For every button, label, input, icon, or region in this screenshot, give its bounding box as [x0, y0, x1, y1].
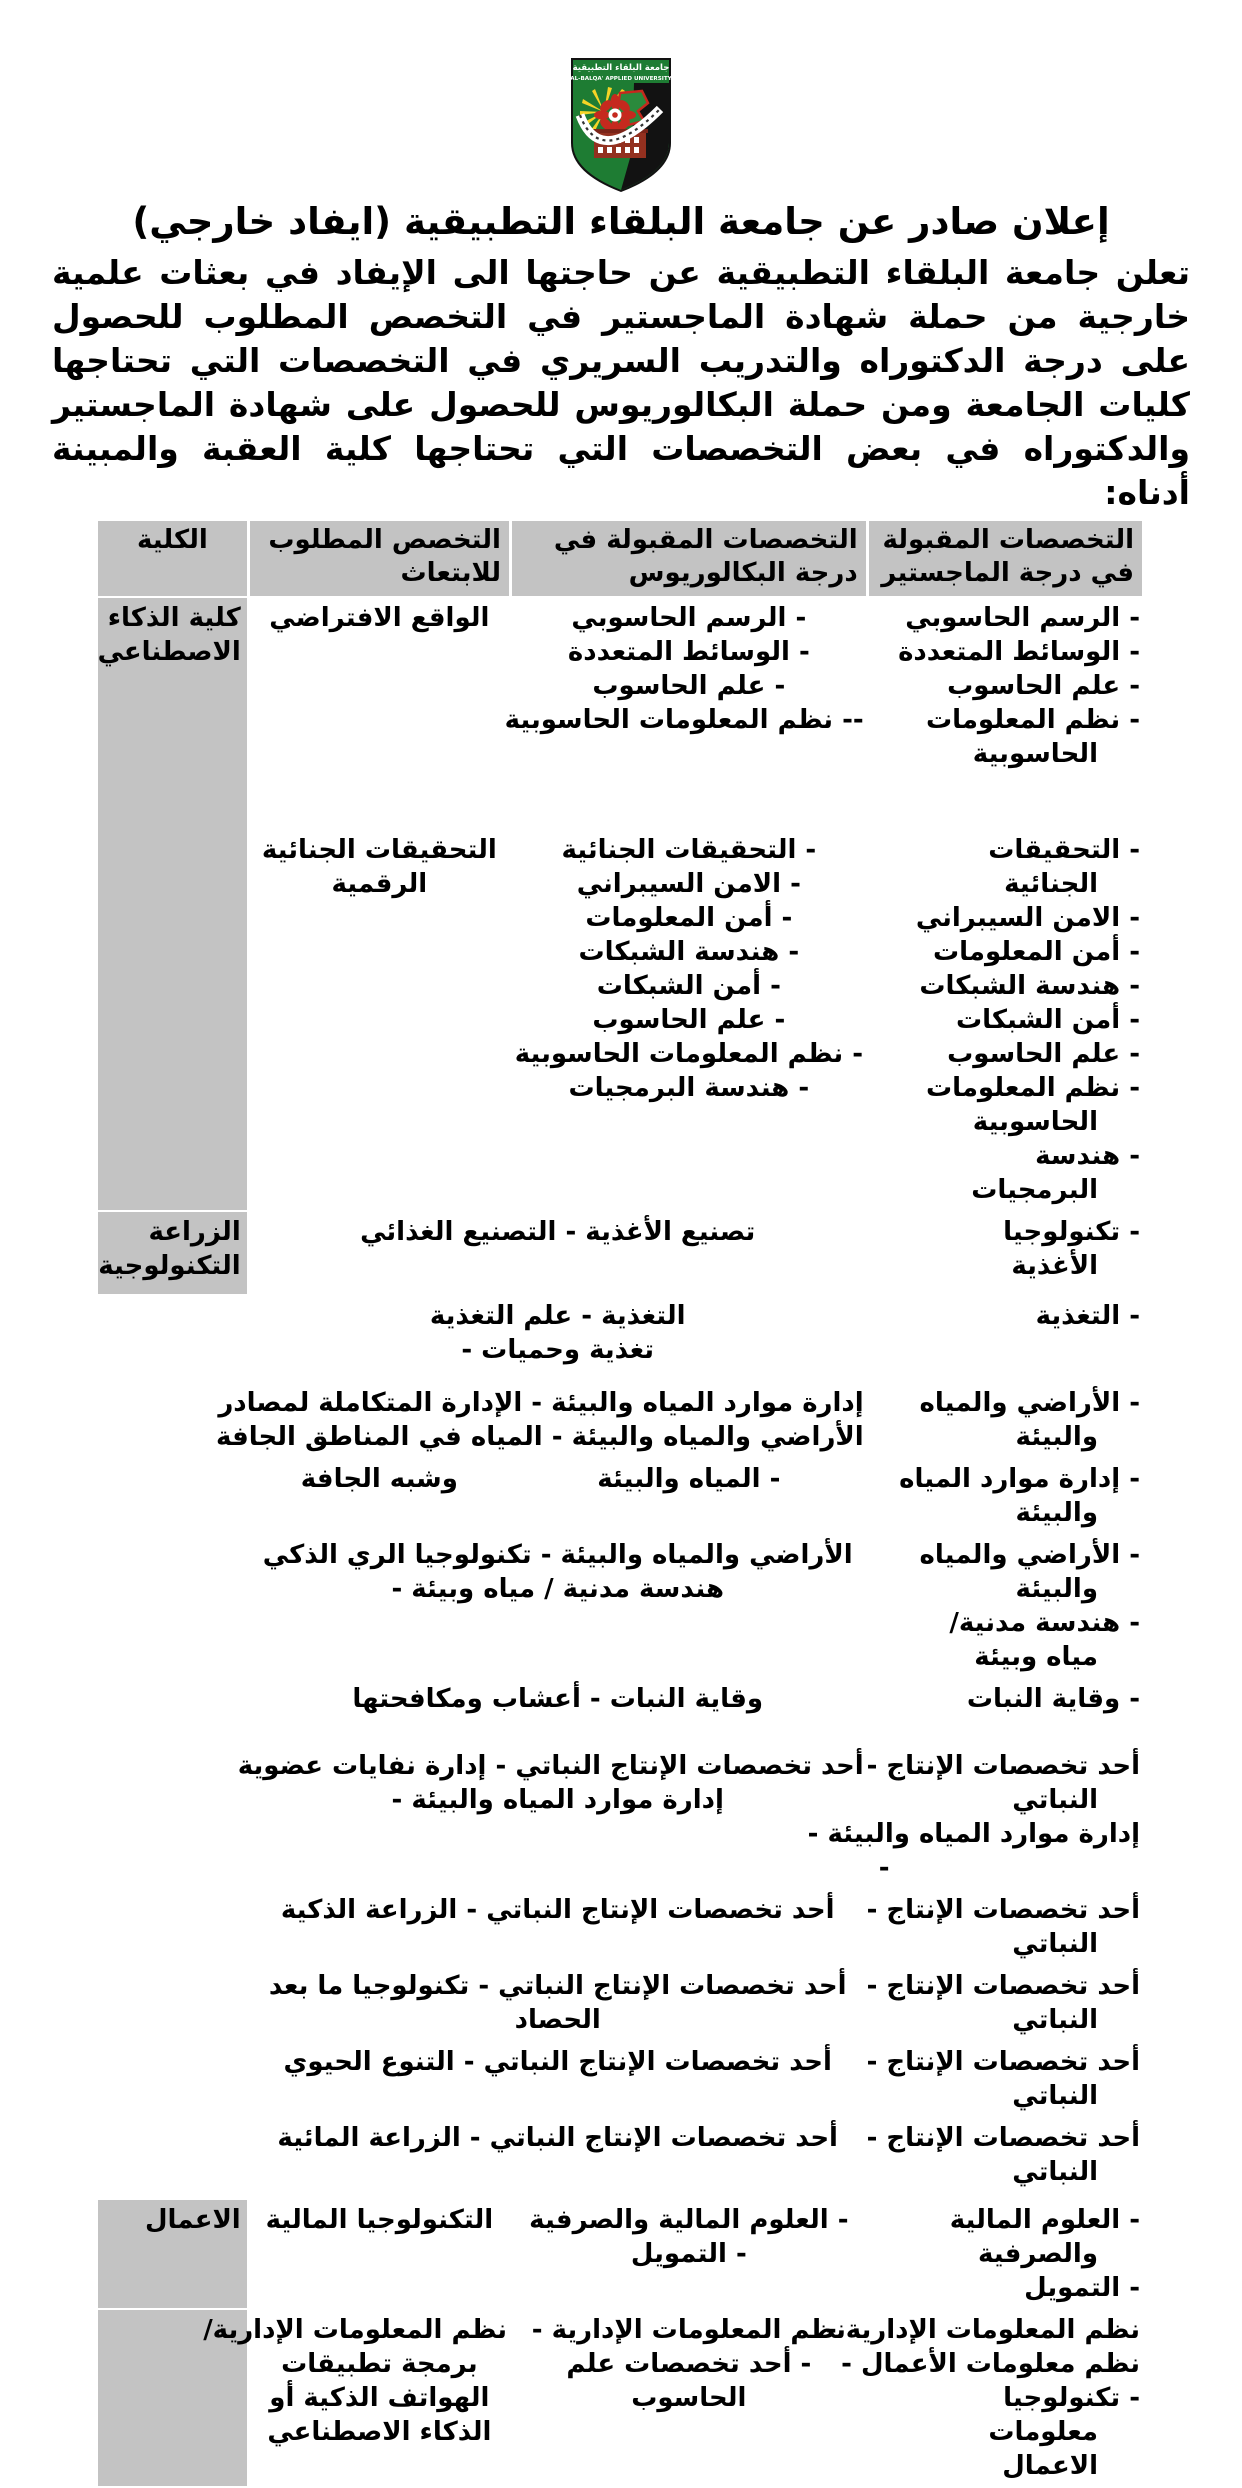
cell-bachelor-required-merged [250, 1535, 866, 1677]
cell-line: - تكنولوجيا [1003, 2383, 1140, 2413]
cell-line: الرقمية [331, 869, 428, 899]
cell-line: - الأراضي والمياه [919, 1540, 1140, 1570]
specializations-table-body [98, 598, 1142, 2486]
cell-line: - علم الحاسوب [947, 671, 1140, 701]
cell-line: - تكنولوجيا [1003, 1217, 1140, 1247]
cell-line: إدارة موارد المياه والبيئة - [807, 1819, 1140, 1849]
cell-line: أحد تخصصات الإنتاج - [866, 1971, 1140, 2001]
table-row [98, 1212, 1142, 1294]
logo-english-name: AL-BALQA' APPLIED UNIVERSITY [570, 76, 672, 82]
cell-line: - نظم المعلومات [925, 1073, 1140, 1103]
cell-line: النباتي [1012, 2081, 1098, 2111]
cell-line: والبيئة [1015, 1422, 1098, 1452]
cell-line: - الامن السيبراني [915, 903, 1140, 933]
cell-line: - إدارة موارد المياه [899, 1464, 1140, 1494]
cell-line: معلومات [988, 2417, 1098, 2447]
cell-line: - هندسة الشبكات [578, 937, 800, 967]
cell-line: - علم الحاسوب [947, 1039, 1140, 1069]
cell-line: - المياه والبيئة [597, 1464, 781, 1494]
cell-line: أحد تخصصات الإنتاج - [866, 1751, 1140, 1781]
cell-master-specializations [869, 830, 1142, 1210]
cell-line: - هندسة [1035, 1141, 1140, 1171]
cell-bachelor-specializations [512, 2200, 866, 2308]
cell-master-specializations [869, 1535, 1142, 1677]
cell-line: تصنيع الأغذية - التصنيع الغذائي [360, 1217, 756, 1247]
cell-line: الأراضي والمياه والبيئة - المياه في المناطق الجافة [215, 1422, 864, 1452]
cell-line: برمجة تطبيقات [281, 2349, 478, 2379]
cell-line: - الرسم الحاسوبي [905, 603, 1140, 633]
table-row [98, 1383, 1142, 1457]
cell-line: أحد تخصصات الإنتاج - [866, 2123, 1140, 2153]
cell-required-specialization [250, 2200, 509, 2308]
cell-line: تغذية وحميات - [461, 1335, 655, 1365]
cell-line: والبيئة [1015, 1498, 1098, 1528]
table-row [98, 2042, 1142, 2116]
cell-line: الهواتف الذكية أو [269, 2383, 490, 2413]
cell-line: الأغذية [1011, 1251, 1098, 1281]
cell-line: النباتي [1012, 1929, 1098, 1959]
table-row [98, 2118, 1142, 2198]
cell-line: نظم المعلومات الإدارية/ [203, 2315, 507, 2345]
page-title: إعلان صادر عن جامعة البلقاء التطبيقية (ايفاد خارجي) [132, 200, 1110, 243]
cell-line: أحد تخصصات الإنتاج النباتي - الزراعة الذكية [280, 1895, 835, 1925]
cell-line: - التحقيقات الجنائية [561, 835, 817, 865]
cell-line: - هندسة البرمجيات [568, 1073, 810, 1103]
cell-line: الحاسوب [631, 2383, 747, 2413]
logo-arabic-name: جامعة البلقاء التطبيقية [572, 63, 670, 73]
cell-line: - العلوم المالية [949, 2205, 1140, 2235]
cell-line: - الوسائط المتعددة [898, 637, 1140, 667]
cell-line: والبيئة [1015, 1574, 1098, 1604]
table-row [98, 1746, 1142, 1888]
cell-line: - أمن الشبكات [955, 1005, 1140, 1035]
cell-required-specialization [250, 598, 509, 828]
cell-line: أحد تخصصات الإنتاج النباتي - التنوع الحيوي [283, 2047, 832, 2077]
cell-line: - العلوم المالية والصرفية [529, 2205, 849, 2235]
cell-required-specialization [203, 2310, 509, 2486]
intro-paragraph: تعلن جامعة البلقاء التطبيقية عن حاجتها الى الإيفاد في بعثات علمية خارجية من حملة شهادة الماجستير في التخصص المطلوب للحصول على درجة الدكتوراه والتدريب السريري في التخصصات التي تحتاجها كليات الجامعة ومن حملة البكالوريوس للحصول على شهادة الماجستير والدكتوراه في بعض التخصصات التي تحتاجها كلية العقبة والمبينة أدناه: [52, 253, 1190, 512]
cell-bachelor-specializations [504, 598, 866, 828]
cell-line: أحد تخصصات الإنتاج - [866, 1895, 1140, 1925]
table-row [98, 1679, 1142, 1744]
cell-line: - التحقيقات [988, 835, 1140, 865]
header-row [98, 521, 1142, 596]
cell-line: أحد تخصصات الإنتاج النباتي - الزراعة المائية [277, 2123, 838, 2153]
cell-line: إدارة موارد المياه والبيئة - الإدارة المتكاملة لمصادر [218, 1388, 864, 1418]
cell-master-specializations [869, 1679, 1142, 1744]
header-required-specialization: التخصص المطلوب للابتعاث [250, 521, 509, 596]
cell-master-specializations [807, 1746, 1142, 1888]
table-header [98, 521, 1142, 596]
cell-bachelor-required-merged [250, 2118, 866, 2198]
cell-line: - أمن المعلومات [933, 937, 1140, 967]
cell-line: - التمويل [1024, 2273, 1140, 2303]
table-row [98, 830, 1142, 1210]
cell-line: - الوسائط المتعددة [567, 637, 810, 667]
cell-line: وقاية النبات - أعشاب ومكافحتها [352, 1684, 764, 1714]
cell-line: الحاسوبية [972, 739, 1098, 769]
cell-line: - التمويل [630, 2239, 747, 2269]
cell-required-specialization [250, 1459, 509, 1533]
college-name: الاعمال [144, 2205, 241, 2235]
cell-college [98, 598, 247, 1210]
cell-line: - وقاية النبات [966, 1684, 1140, 1714]
cell-master-specializations [869, 1383, 1142, 1457]
cell-line: أحد تخصصات الإنتاج النباتي - تكنولوجيا ما بعد [268, 1971, 847, 2001]
cell-line: إدارة موارد المياه والبيئة - [391, 1785, 724, 1815]
cell-bachelor-required-merged [250, 1890, 866, 1964]
cell-line: نظم معلومات الأعمال - [841, 2349, 1140, 2379]
cell-line: التغذية - علم التغذية [429, 1301, 686, 1331]
cell-master-specializations [825, 2310, 1142, 2486]
cell-line: -- نظم المعلومات الحاسوبية [504, 705, 864, 735]
cell-college [98, 1212, 247, 1294]
cell-line: - هندسة الشبكات [919, 971, 1140, 1001]
cell-line: - التغذية [1035, 1301, 1140, 1331]
cell-line: - الامن السيبراني [576, 869, 801, 899]
cell-line: - أحد تخصصات علم [566, 2349, 812, 2379]
cell-bachelor-required-merged [215, 1383, 866, 1457]
cell-line: النباتي [1012, 1785, 1098, 1815]
cell-line: - هندسة مدنية/ [949, 1608, 1140, 1638]
cell-master-specializations [866, 1966, 1142, 2040]
cell-line: التكنولوجيا المالية [265, 2205, 494, 2235]
cell-master-specializations [869, 598, 1142, 828]
cell-bachelor-required-merged [237, 1746, 866, 1888]
table-row [98, 2310, 1142, 2486]
cell-line: - علم الحاسوب [592, 1005, 786, 1035]
cell-line: النباتي [1012, 2157, 1098, 2187]
header-college: الكلية [98, 521, 247, 596]
cell-line: - أمن الشبكات [596, 971, 781, 1001]
cell-master-specializations [866, 1890, 1142, 1964]
cell-line: - أمن المعلومات [585, 903, 793, 933]
cell-line: نظم المعلومات الإدارية - [531, 2315, 846, 2345]
cell-master-specializations [869, 2200, 1142, 2308]
cell-master-specializations [869, 1459, 1142, 1533]
cell-bachelor-required-merged [250, 1679, 866, 1744]
table-row [98, 1535, 1142, 1677]
cell-line: - نظم المعلومات الحاسوبية [514, 1039, 863, 1069]
cell-line: الحصاد [514, 2005, 601, 2035]
cell-line: الحاسوبية [972, 1107, 1098, 1137]
table-row [98, 1459, 1142, 1533]
table-row [98, 2200, 1142, 2308]
cell-line: أحد تخصصات الإنتاج النباتي - إدارة نفايات عضوية [237, 1751, 864, 1781]
university-logo-wrap [0, 0, 1242, 197]
cell-bachelor-required-merged [250, 1296, 866, 1381]
cell-master-specializations [869, 1296, 1142, 1381]
header-bachelor-degree: التخصصات المقبولة في درجة البكالوريوس [512, 521, 866, 596]
college-name: الزراعة التكنولوجية [98, 1217, 241, 1281]
cell-line: الجنائية [1004, 869, 1098, 899]
university-logo [568, 55, 674, 193]
cell-line: مياه وبيئة [974, 1642, 1098, 1672]
table-row [98, 1296, 1142, 1381]
cell-line: - علم الحاسوب [592, 671, 786, 701]
cell-line: الذكاء الاصطناعي [267, 2417, 492, 2447]
cell-master-specializations [866, 2118, 1142, 2198]
cell-line: هندسة مدنية / مياه وبيئة - [391, 1574, 724, 1604]
cell-line: التحقيقات الجنائية [261, 835, 497, 865]
cell-line: - الأراضي والمياه [919, 1388, 1140, 1418]
cell-bachelor-specializations [512, 1459, 866, 1533]
table-row [98, 1966, 1142, 2040]
cell-line: والصرفية [977, 2239, 1098, 2269]
cell-bachelor-specializations [512, 830, 866, 1210]
cell-bachelor-required-merged [250, 1966, 866, 2040]
cell-master-specializations [866, 2042, 1142, 2116]
cell-bachelor-specializations [512, 2310, 866, 2486]
cell-line: البرمجيات [971, 1175, 1098, 1205]
college-name: كلية الذكاء الاصطناعي [97, 603, 241, 667]
cell-line: وشبه الجافة [300, 1464, 458, 1494]
table-row [98, 598, 1142, 828]
cell-line: النباتي [1012, 2005, 1098, 2035]
cell-line: الواقع الافتراضي [269, 603, 490, 633]
cell-master-specializations [869, 1212, 1142, 1294]
cell-line: الاعمال [1002, 2451, 1098, 2481]
cell-line: أحد تخصصات الإنتاج - [866, 2047, 1140, 2077]
cell-bachelor-required-merged [250, 2042, 866, 2116]
cell-line: - الرسم الحاسوبي [571, 603, 807, 633]
cell-bachelor-required-merged [250, 1212, 866, 1294]
cell-line: - [878, 1853, 890, 1883]
cell-line: - نظم المعلومات [925, 705, 1140, 735]
cell-college [98, 2200, 247, 2308]
header-master-degree: التخصصات المقبولة في درجة الماجستير [869, 521, 1142, 596]
cell-required-specialization [250, 830, 509, 1210]
specializations-table [95, 519, 1145, 2488]
table-row [98, 1890, 1142, 1964]
cell-line: نظم المعلومات الإدارية - [825, 2315, 1140, 2345]
cell-line: الأراضي والمياه والبيئة - تكنولوجيا الري الذكي [262, 1540, 853, 1570]
